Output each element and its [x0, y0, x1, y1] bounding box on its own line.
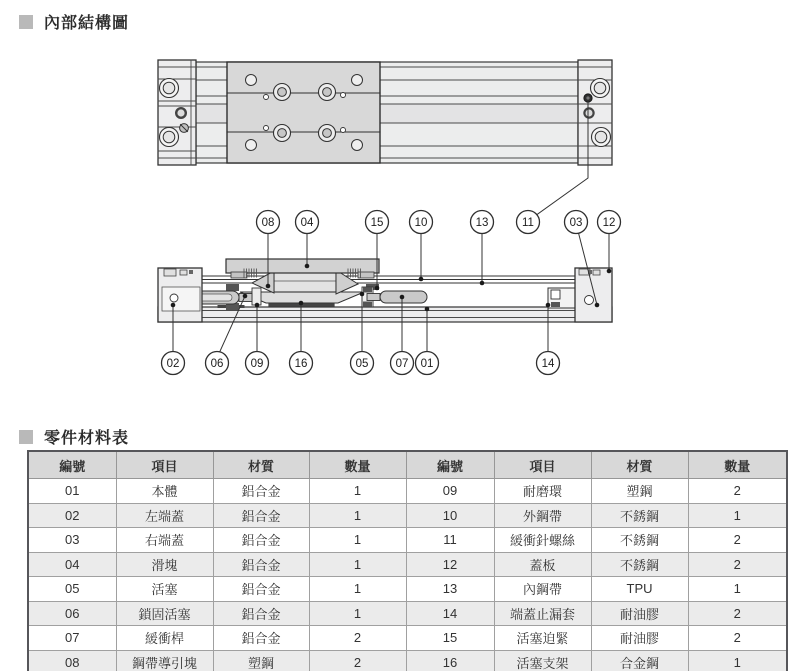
table-cell: 1 [688, 577, 787, 602]
section-left-end-cap [158, 268, 202, 322]
column-header: 材質 [591, 451, 688, 479]
table-row [28, 503, 787, 528]
table-cell: 1 [309, 503, 406, 528]
table-cell: 2 [309, 626, 406, 651]
table-cell: 左端蓋 [116, 503, 213, 528]
table-cell: 鋁合金 [213, 577, 309, 602]
table-cell: 塑鋼 [213, 650, 309, 671]
materials-table-head [28, 451, 787, 479]
callout-09 [246, 352, 269, 375]
plan-left-end-cap [158, 60, 196, 165]
table-cell: 12 [406, 552, 494, 577]
table-row [28, 650, 787, 671]
table-cell: 2 [688, 626, 787, 651]
table-cell: 2 [688, 528, 787, 553]
section-heading-materials [19, 425, 129, 448]
table-cell: 2 [688, 601, 787, 626]
table-row [28, 552, 787, 577]
table-cell: 1 [309, 601, 406, 626]
callout-01 [416, 352, 439, 375]
plan-slider-block [227, 62, 380, 163]
table-cell: 滑塊 [116, 552, 213, 577]
table-cell: 緩衝桿 [116, 626, 213, 651]
callout-label: 06 [210, 358, 224, 371]
table-cell: 鋁合金 [213, 552, 309, 577]
cushion-screw [176, 108, 186, 118]
table-cell: TPU [591, 577, 688, 602]
table-cell: 01 [28, 479, 116, 504]
column-header: 編號 [28, 451, 116, 479]
section-title: 零件材料表 [44, 430, 130, 447]
table-row [28, 601, 787, 626]
table-cell: 鋁合金 [213, 479, 309, 504]
table-cell: 15 [406, 626, 494, 651]
table-cell: 1 [309, 479, 406, 504]
callout-label: 09 [250, 358, 264, 371]
table-cell: 鎖固活塞 [116, 601, 213, 626]
table-cell: 07 [28, 626, 116, 651]
table-cell: 1 [309, 528, 406, 553]
callout-08 [257, 211, 280, 234]
materials-table-wrap [27, 450, 786, 671]
table-cell: 16 [406, 650, 494, 671]
table-cell: 2 [309, 650, 406, 671]
callout-label: 15 [370, 217, 384, 230]
callout-11 [517, 211, 540, 234]
table-cell: 活塞支架 [494, 650, 591, 671]
callout-label: 13 [475, 217, 489, 230]
table-cell: 本體 [116, 479, 213, 504]
table-cell: 13 [406, 577, 494, 602]
table-cell: 1 [309, 552, 406, 577]
table-cell: 鋁合金 [213, 528, 309, 553]
table-cell: 鋁合金 [213, 626, 309, 651]
cushion-rod-right [362, 287, 427, 307]
callout-label: 11 [522, 217, 534, 230]
table-cell: 鋼帶導引塊 [116, 650, 213, 671]
callout-10 [410, 211, 433, 234]
column-header: 項目 [116, 451, 213, 479]
pin-hole [264, 126, 269, 131]
table-row [28, 528, 787, 553]
section-view [158, 259, 612, 322]
callout-label: 07 [395, 358, 409, 371]
table-cell: 合金鋼 [591, 650, 688, 671]
table-cell: 05 [28, 577, 116, 602]
table-cell: 1 [688, 503, 787, 528]
table-cell: 外鋼帶 [494, 503, 591, 528]
table-cell: 1 [309, 577, 406, 602]
table-cell: 活塞迫緊 [494, 626, 591, 651]
table-row [28, 626, 787, 651]
table-cell: 2 [688, 479, 787, 504]
heading-square-bullet [19, 430, 33, 444]
table-cell: 06 [28, 601, 116, 626]
callout-label: 12 [602, 217, 616, 230]
table-cell: 08 [28, 650, 116, 671]
callout-06 [206, 352, 229, 375]
table-cell: 鋁合金 [213, 503, 309, 528]
column-header: 數量 [309, 451, 406, 479]
table-cell: 右端蓋 [116, 528, 213, 553]
pin-hole [341, 128, 346, 133]
mount-hole [246, 140, 257, 151]
callout-05 [351, 352, 374, 375]
table-cell: 端蓋止漏套 [494, 601, 591, 626]
callout-15 [366, 211, 389, 234]
mount-hole [352, 75, 363, 86]
table-cell: 耐油膠 [591, 601, 688, 626]
column-header: 數量 [688, 451, 787, 479]
materials-table [27, 450, 788, 671]
materials-table-body [28, 479, 787, 671]
table-cell: 2 [688, 552, 787, 577]
callout-07 [391, 352, 414, 375]
table-cell: 04 [28, 552, 116, 577]
callout-label: 03 [569, 217, 583, 230]
table-cell: 11 [406, 528, 494, 553]
table-cell: 不銹鋼 [591, 528, 688, 553]
section-title: 內部結構圖 [44, 15, 130, 32]
table-cell: 03 [28, 528, 116, 553]
mount-hole [246, 75, 257, 86]
column-header: 項目 [494, 451, 591, 479]
table-cell: 耐油膠 [591, 626, 688, 651]
callout-04 [296, 211, 319, 234]
callout-label: 16 [294, 358, 308, 371]
callout-label: 01 [420, 358, 434, 371]
callout-16 [290, 352, 313, 375]
callout-label: 08 [261, 217, 275, 230]
column-header: 材質 [213, 451, 309, 479]
table-cell: 蓋板 [494, 552, 591, 577]
callout-label: 14 [541, 358, 555, 371]
table-cell: 不銹鋼 [591, 552, 688, 577]
plan-right-end-cap [578, 60, 612, 165]
callout-13 [471, 211, 494, 234]
callout-label: 04 [300, 217, 314, 230]
table-cell: 14 [406, 601, 494, 626]
plan-view [158, 60, 612, 165]
callout-12 [598, 211, 621, 234]
table-cell: 09 [406, 479, 494, 504]
callout-label: 10 [414, 217, 428, 230]
cushion-screw [584, 108, 593, 117]
callout-14 [537, 352, 560, 375]
table-cell: 耐磨環 [494, 479, 591, 504]
pin-hole [341, 93, 346, 98]
callout-02 [162, 352, 185, 375]
table-cell: 活塞 [116, 577, 213, 602]
pin-hole [264, 95, 269, 100]
column-header: 編號 [406, 451, 494, 479]
table-cell: 不銹鋼 [591, 503, 688, 528]
mount-hole [352, 140, 363, 151]
callout-label: 02 [166, 358, 180, 371]
table-row [28, 577, 787, 602]
table-cell: 塑鋼 [591, 479, 688, 504]
callout-03 [565, 211, 588, 234]
callout-label: 05 [355, 358, 369, 371]
table-row [28, 479, 787, 504]
table-cell: 鋁合金 [213, 601, 309, 626]
table-cell: 緩衝針螺絲 [494, 528, 591, 553]
table-cell: 10 [406, 503, 494, 528]
table-cell: 內鋼帶 [494, 577, 591, 602]
table-cell: 1 [688, 650, 787, 671]
table-cell: 02 [28, 503, 116, 528]
